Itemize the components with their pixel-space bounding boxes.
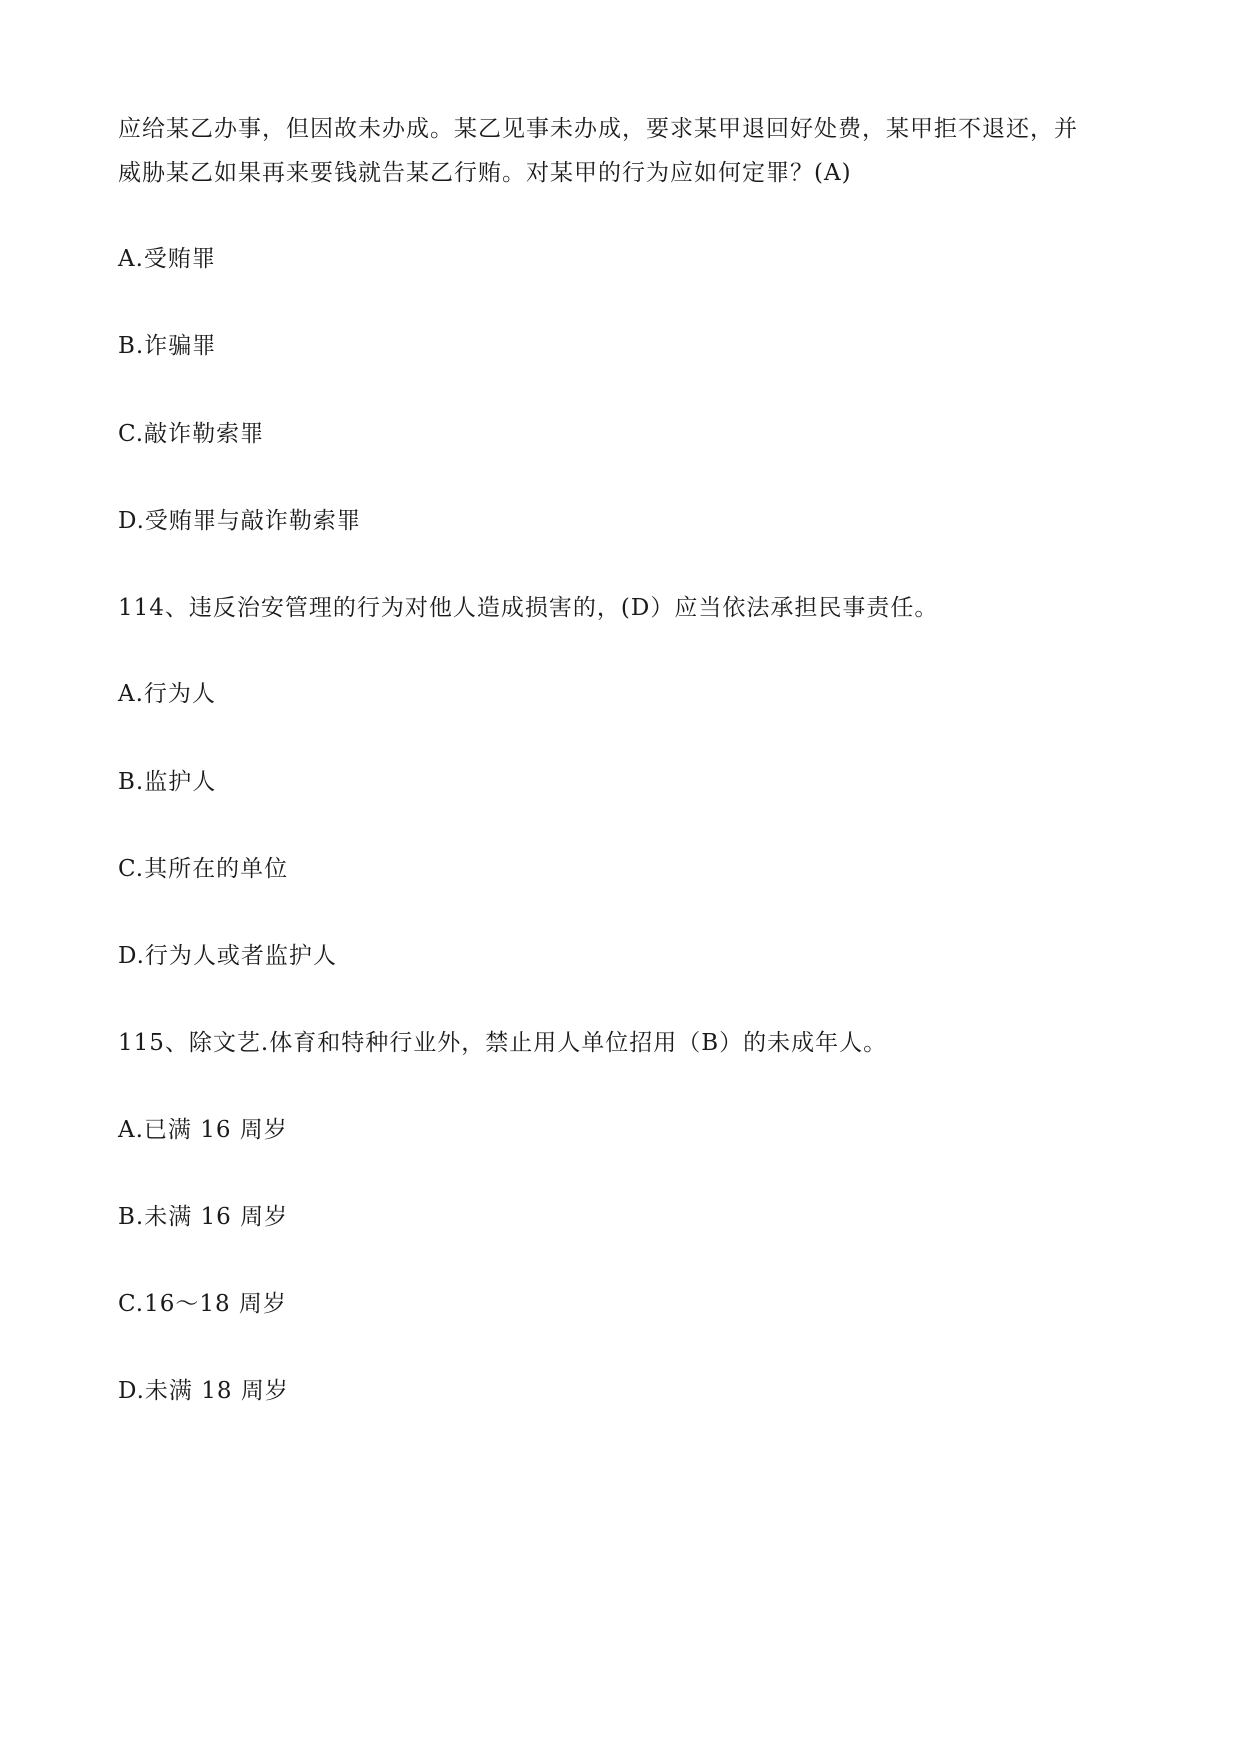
q114-stem: 114、违反治安管理的行为对他人造成损害的，(D）应当依法承担民事责任。 xyxy=(118,595,939,621)
q113-option-d: D.受贿罪与敲诈勒索罪 xyxy=(118,508,361,534)
q115-option-c: C.16～18 周岁 xyxy=(118,1291,287,1317)
q114-option-c: C.其所在的单位 xyxy=(118,856,289,882)
q114-option-a: A.行为人 xyxy=(118,681,216,707)
q115-option-d: D.未满 18 周岁 xyxy=(118,1378,289,1404)
q114-option-b: B.监护人 xyxy=(118,769,217,795)
q115-stem: 115、除文艺.体育和特种行业外，禁止用人单位招用（B）的未成年人。 xyxy=(118,1030,888,1056)
q115-option-a: A.已满 16 周岁 xyxy=(118,1117,288,1143)
q113-option-a: A.受贿罪 xyxy=(118,246,216,272)
q113-option-b: B.诈骗罪 xyxy=(118,333,217,359)
q114-option-d: D.行为人或者监护人 xyxy=(118,943,337,969)
q113-stem-line-2: 威胁某乙如果再来要钱就告某乙行贿。对某甲的行为应如何定罪？(A) xyxy=(118,160,852,186)
q113-stem-line-1: 应给某乙办事，但因故未办成。某乙见事未办成，要求某甲退回好处费，某甲拒不退还，并 xyxy=(118,116,1078,142)
q113-option-c: C.敲诈勒索罪 xyxy=(118,421,265,447)
q115-option-b: B.未满 16 周岁 xyxy=(118,1204,289,1230)
